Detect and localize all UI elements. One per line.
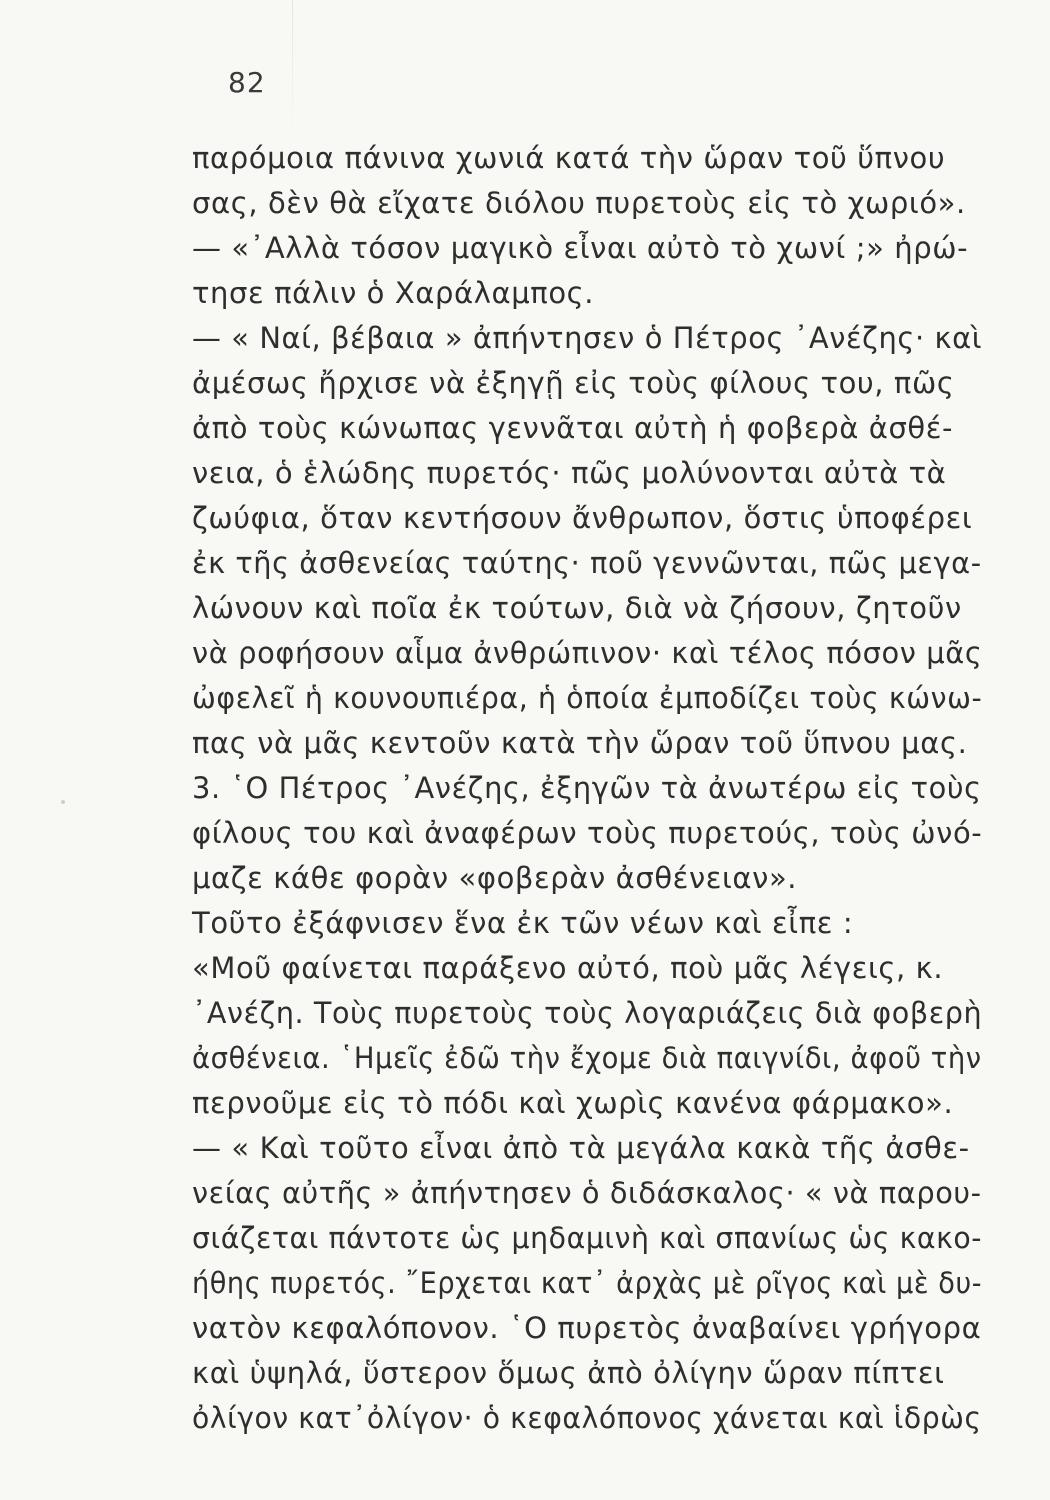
paper-fold-mark: [292, 0, 293, 140]
text-line: νατὸν κεφαλόπονον. ῾Ο πυρετὸς ἀναβαίνει γρήγορα: [192, 1311, 982, 1345]
text-line: μαζε κάθε φορὰν «φοβερὰν ἀσθένειαν».: [192, 861, 798, 895]
text-line: σιάζεται πάντοτε ὡς μηδαμινὴ καὶ σπανίως ὡς κακο-: [192, 1221, 983, 1255]
text-line: ᾿Ανέζη. Τοὺς πυρετοὺς τοὺς λογαριάζεις διὰ φοβερὴ: [192, 996, 983, 1030]
text-line: νείας αὐτῆς » ἀπήντησεν ὁ διδάσκαλος· « νὰ παρου-: [192, 1176, 982, 1210]
text-line: ὀλίγον κατ᾿ὀλίγον· ὁ κεφαλόπονος χάνεται καὶ ἱδρὼς: [192, 1401, 982, 1435]
text-line: νεια, ὁ ἑλώδης πυρετός· πῶς μολύνονται αὐτὰ τὰ: [192, 456, 947, 490]
text-line: νὰ ροφήσουν αἷμα ἀνθρώπινον· καὶ τέλος πόσον μᾶς: [192, 636, 983, 670]
text-line: — « Ναί, βέβαια » ἀπήντησεν ὁ Πέτρος ᾿Ανέζης· καὶ: [192, 321, 983, 355]
text-line: ὠφελεῖ ἡ κουνουπιέρα, ἡ ὁποία ἐμποδίζει τοὺς κώνω-: [192, 681, 983, 715]
text-line: ἀπὸ τοὺς κώνωπας γεννᾶται αὐτὴ ἡ φοβερὰ ἀσθέ-: [192, 411, 954, 445]
text-line: 3. ῾Ο Πέτρος ᾿Ανέζης, ἐξηγῶν τὰ ἀνωτέρω εἰς τοὺς: [192, 771, 982, 805]
text-line: σας, δὲν θὰ εἴχατε διόλου πυρετοὺς εἰς τὸ χωριό».: [192, 186, 966, 220]
text-line: «Μοῦ φαίνεται παράξενο αὐτό, ποὺ μᾶς λέγεις, κ.: [192, 951, 944, 985]
text-line: περνοῦμε εἰς τὸ πόδι καὶ χωρὶς κανένα φάρμακο».: [192, 1086, 954, 1120]
page-number: 82: [228, 66, 266, 99]
text-line: ἀσθένεια. ῾Ημεῖς ἐδῶ τὴν ἔχομε διὰ παιγνίδι, ἀφοῦ τὴν: [192, 1041, 982, 1075]
text-line: ἐκ τῆς ἀσθενείας ταύτης· ποῦ γεννῶνται, πῶς μεγα-: [192, 546, 982, 580]
text-line: παρόμοια πάνινα χωνιά κατά τὴν ὥραν τοῦ ὕπνου: [192, 141, 946, 175]
text-line: — «᾿Αλλὰ τόσον μαγικὸ εἶναι αὐτὸ τὸ χωνί ;» ἠρώ-: [192, 231, 969, 265]
paper-speck: [61, 800, 65, 804]
text-line: ήθης πυρετός. ῎Ερχεται κατ᾿ ἀρχὰς μὲ ρῖγος καὶ μὲ δυ-: [192, 1266, 983, 1300]
text-line: λώνουν καὶ ποῖα ἐκ τούτων, διὰ νὰ ζήσουν, ζητοῦν: [192, 591, 962, 625]
text-line: — « Καὶ τοῦτο εἶναι ἀπὸ τὰ μεγάλα κακὰ τῆς ἀσθε-: [192, 1131, 970, 1165]
text-line: φίλους του καὶ ἀναφέρων τοὺς πυρετούς, τοὺς ὠνό-: [192, 816, 983, 850]
text-line: τησε πάλιν ὁ Χαράλαμπος.: [192, 276, 595, 310]
text-line: καὶ ὑψηλά, ὕστερον ὅμως ἀπὸ ὀλίγην ὥραν πίπτει: [192, 1356, 945, 1390]
text-line: πας νὰ μᾶς κεντοῦν κατὰ τὴν ὥραν τοῦ ὕπνου μας.: [192, 726, 968, 760]
text-line: ζωύφια, ὅταν κεντήσουν ἄνθρωπον, ὅστις ὑποφέρει: [192, 501, 973, 535]
text-line: ἀμέσως ἤρχισε νὰ ἐξηγῇ εἰς τοὺς φίλους του, πῶς: [192, 366, 955, 400]
text-line: Τοῦτο ἐξάφνισεν ἕνα ἐκ τῶν νέων καὶ εἶπε :: [192, 906, 854, 940]
